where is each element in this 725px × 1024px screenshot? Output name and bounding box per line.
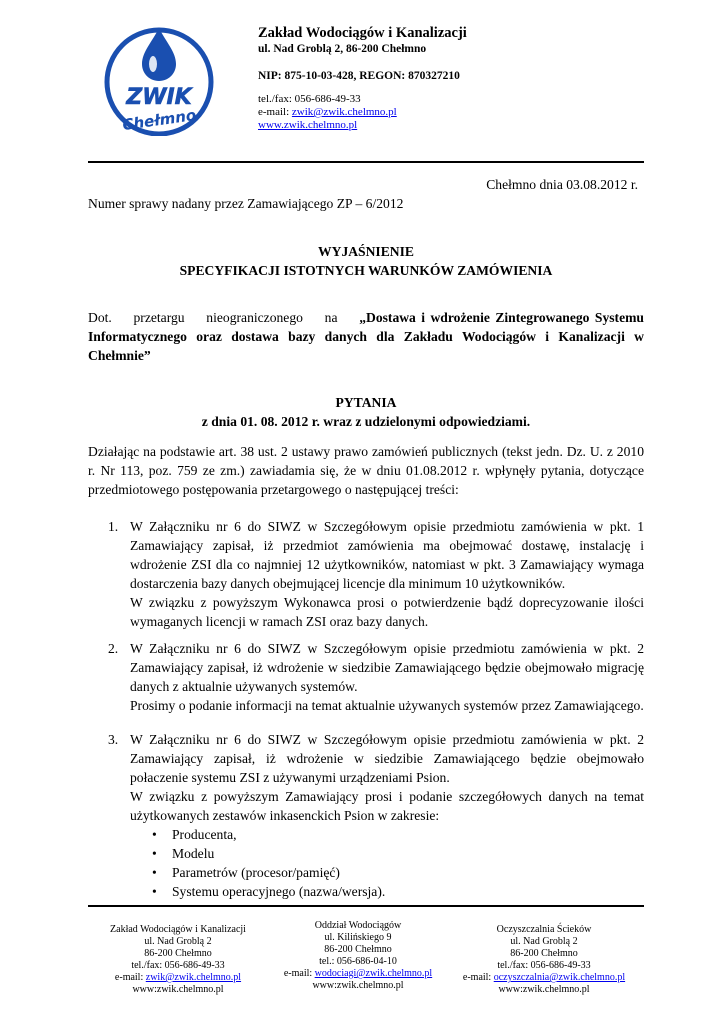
footer-www: www:zwik.chelmno.pl <box>132 984 224 995</box>
zwik-logo <box>100 24 218 136</box>
company-nip-regon: NIP: 875-10-03-428, REGON: 870327210 <box>258 70 460 82</box>
email-label: e-mail: <box>114 972 146 983</box>
question-3 <box>108 730 644 901</box>
footer-tel: tel.: 056-686-04-10 <box>319 956 397 967</box>
footer-street: ul. Nad Groblą 2 <box>144 936 212 947</box>
question-number: 3. <box>108 732 119 747</box>
footer-email-line <box>88 972 268 984</box>
title-line-1: WYJAŚNIENIE <box>318 244 414 259</box>
question-request: W związku z powyższym Wykonawca prosi o potwierdzenie bądź doprecyzowanie ilości wymaganych licencji w ramach ZSI oraz bazy danych. <box>130 595 644 629</box>
company-address: ul. Nad Groblą 2, 86-200 Chełmno <box>258 43 427 55</box>
footer-tel: tel./fax: 056-686-49-33 <box>131 960 225 971</box>
footer-city: 86-200 Chełmno <box>510 948 578 959</box>
list-item-text: Modelu <box>172 846 215 861</box>
footer-email-link[interactable]: wodociagi@zwik.chelmno.pl <box>314 968 433 979</box>
logo-text-chelmno: Chełmno <box>121 105 198 135</box>
subject-prefix: Dot. przetargu nieograniczonego na <box>88 310 360 325</box>
footer-email-line <box>268 968 448 980</box>
list-item-text: Parametrów (procesor/pamięć) <box>172 865 340 880</box>
question-1 <box>108 517 644 631</box>
footer-email-line <box>444 972 644 984</box>
case-number: Numer sprawy nadany przez Zamawiającego ZP – 6/2012 <box>88 196 404 211</box>
bullet-icon: • <box>152 865 157 880</box>
questions-heading-title: PYTANIA <box>335 395 397 410</box>
title-line-2: SPECYFIKACJI ISTOTNYCH WARUNKÓW ZAMÓWIENIA <box>179 263 553 278</box>
question-number: 2. <box>108 641 119 656</box>
questions-heading <box>88 393 644 431</box>
question-number: 1. <box>108 519 119 534</box>
company-email-line <box>258 106 658 119</box>
bullet-icon: • <box>152 884 157 899</box>
footer-tel: tel./fax: 056-686-49-33 <box>497 960 591 971</box>
email-label: e-mail: <box>283 968 315 979</box>
list-item <box>130 882 644 901</box>
question-bullet-list <box>130 825 644 901</box>
footer-name: Oczyszczalnia Ścieków <box>496 924 592 935</box>
footer-name: Zakład Wodociągów i Kanalizacji <box>110 924 246 935</box>
questions-heading-date: z dnia 01. 08. 2012 r. wraz z udzielonymi odpowiedziami. <box>201 414 531 429</box>
logo-water-drop-icon <box>142 28 176 81</box>
footer-street: ul. Kilińskiego 9 <box>324 932 392 943</box>
footer-column-water <box>268 920 448 992</box>
subject-paragraph <box>88 308 644 365</box>
company-email-link[interactable]: zwik@zwik.chelmno.pl <box>291 106 397 118</box>
document-title <box>88 242 644 280</box>
question-text: W Załączniku nr 6 do SIWZ w Szczegółowym opisie przedmiotu zamówienia w pkt. 2 Zamawiający zapisał, iż wdrożenie w siedzibie Zamawiającego będzie obejmowało połaczenie systemu ZSI z używanymi urządzeniami Psion. <box>130 732 644 785</box>
question-text: W Załączniku nr 6 do SIWZ w Szczegółowym opisie przedmiotu zamówienia w pkt. 2 Zamawiający zapisał, iż wdrożenie w siedzibie Zamawiającego będzie obejmowało migrację danych z aktualnie używanych systemów. <box>130 641 644 694</box>
header-divider <box>88 161 644 163</box>
question-request: W związku z powyższym Zamawiający prosi i podanie szczegółowych danych na temat użytkowanych zestawów inkasenckich Psion w zakresie: <box>130 789 644 823</box>
company-tel: tel./fax: 056-686-49-33 <box>258 93 361 105</box>
footer-www: www:zwik.chelmno.pl <box>498 984 590 995</box>
company-contact <box>258 93 658 132</box>
logo-drop-highlight <box>149 56 157 72</box>
intro-paragraph: Działając na podstawie art. 38 ust. 2 ustawy prawo zamówień publicznych (tekst jedn. Dz. U. z 2010 r. Nr 113, poz. 759 ze zm.) zawiadamia się, że w dniu 01.08.2012 r. wpłynęły pytania, dotyczące przedmiotowego postępowania przetargowego o następującej treści: <box>88 444 644 497</box>
header-info <box>258 24 658 132</box>
footer-name: Oddział Wodociągów <box>314 920 402 931</box>
email-label: e-mail: <box>462 972 494 983</box>
footer-email-link[interactable]: oczyszczalnia@zwik.chelmno.pl <box>493 972 626 983</box>
company-www-link[interactable]: www.zwik.chelmno.pl <box>258 119 358 131</box>
email-label: e-mail: <box>258 106 292 118</box>
footer-email-link[interactable]: zwik@zwik.chelmno.pl <box>145 972 242 983</box>
list-item-text: Producenta, <box>172 827 237 842</box>
footer-city: 86-200 Chełmno <box>324 944 392 955</box>
question-request: Prosimy o podanie informacji na temat aktualnie używanych systemów przez Zamawiającego. <box>130 698 644 713</box>
question-text: W Załączniku nr 6 do SIWZ w Szczegółowym opisie przedmiotu zamówienia w pkt. 1 Zamawiający zapisał, iż przedmiot zamówienia ma obejmować dostawę, instalację i wdrożenie ZSI dla co najmniej 12 użytkowników, natomiast w pkt. 3 Zamawiający wymaga dostarczenia bazy danych obejmującej licencje dla minimum 10 użytkowników. <box>130 519 644 591</box>
list-item-text: Systemu operacyjnego (nazwa/wersja). <box>172 884 386 899</box>
document-date: Chełmno dnia 03.08.2012 r. <box>486 177 638 192</box>
bullet-icon: • <box>152 827 157 842</box>
footer-city: 86-200 Chełmno <box>144 948 212 959</box>
logo-text-zwik: ZWIK <box>126 85 192 110</box>
footer-column-treatment <box>444 924 644 996</box>
question-2 <box>108 639 644 715</box>
list-item <box>130 863 644 882</box>
footer-column-main <box>88 924 268 996</box>
company-name: Zakład Wodociągów i Kanalizacji <box>258 25 467 41</box>
list-item <box>130 844 644 863</box>
list-item <box>130 825 644 844</box>
bullet-icon: • <box>152 846 157 861</box>
footer-street: ul. Nad Groblą 2 <box>510 936 578 947</box>
footer-divider <box>88 905 644 907</box>
footer-www: www:zwik.chelmno.pl <box>312 980 404 991</box>
subject-title: „Dostawa i wdrożenie Zintegrowanego Systemu Informatycznego oraz dostawa bazy danych dla Zakładu Wodociągów i Kanalizacji w Chełmnie” <box>88 310 644 363</box>
